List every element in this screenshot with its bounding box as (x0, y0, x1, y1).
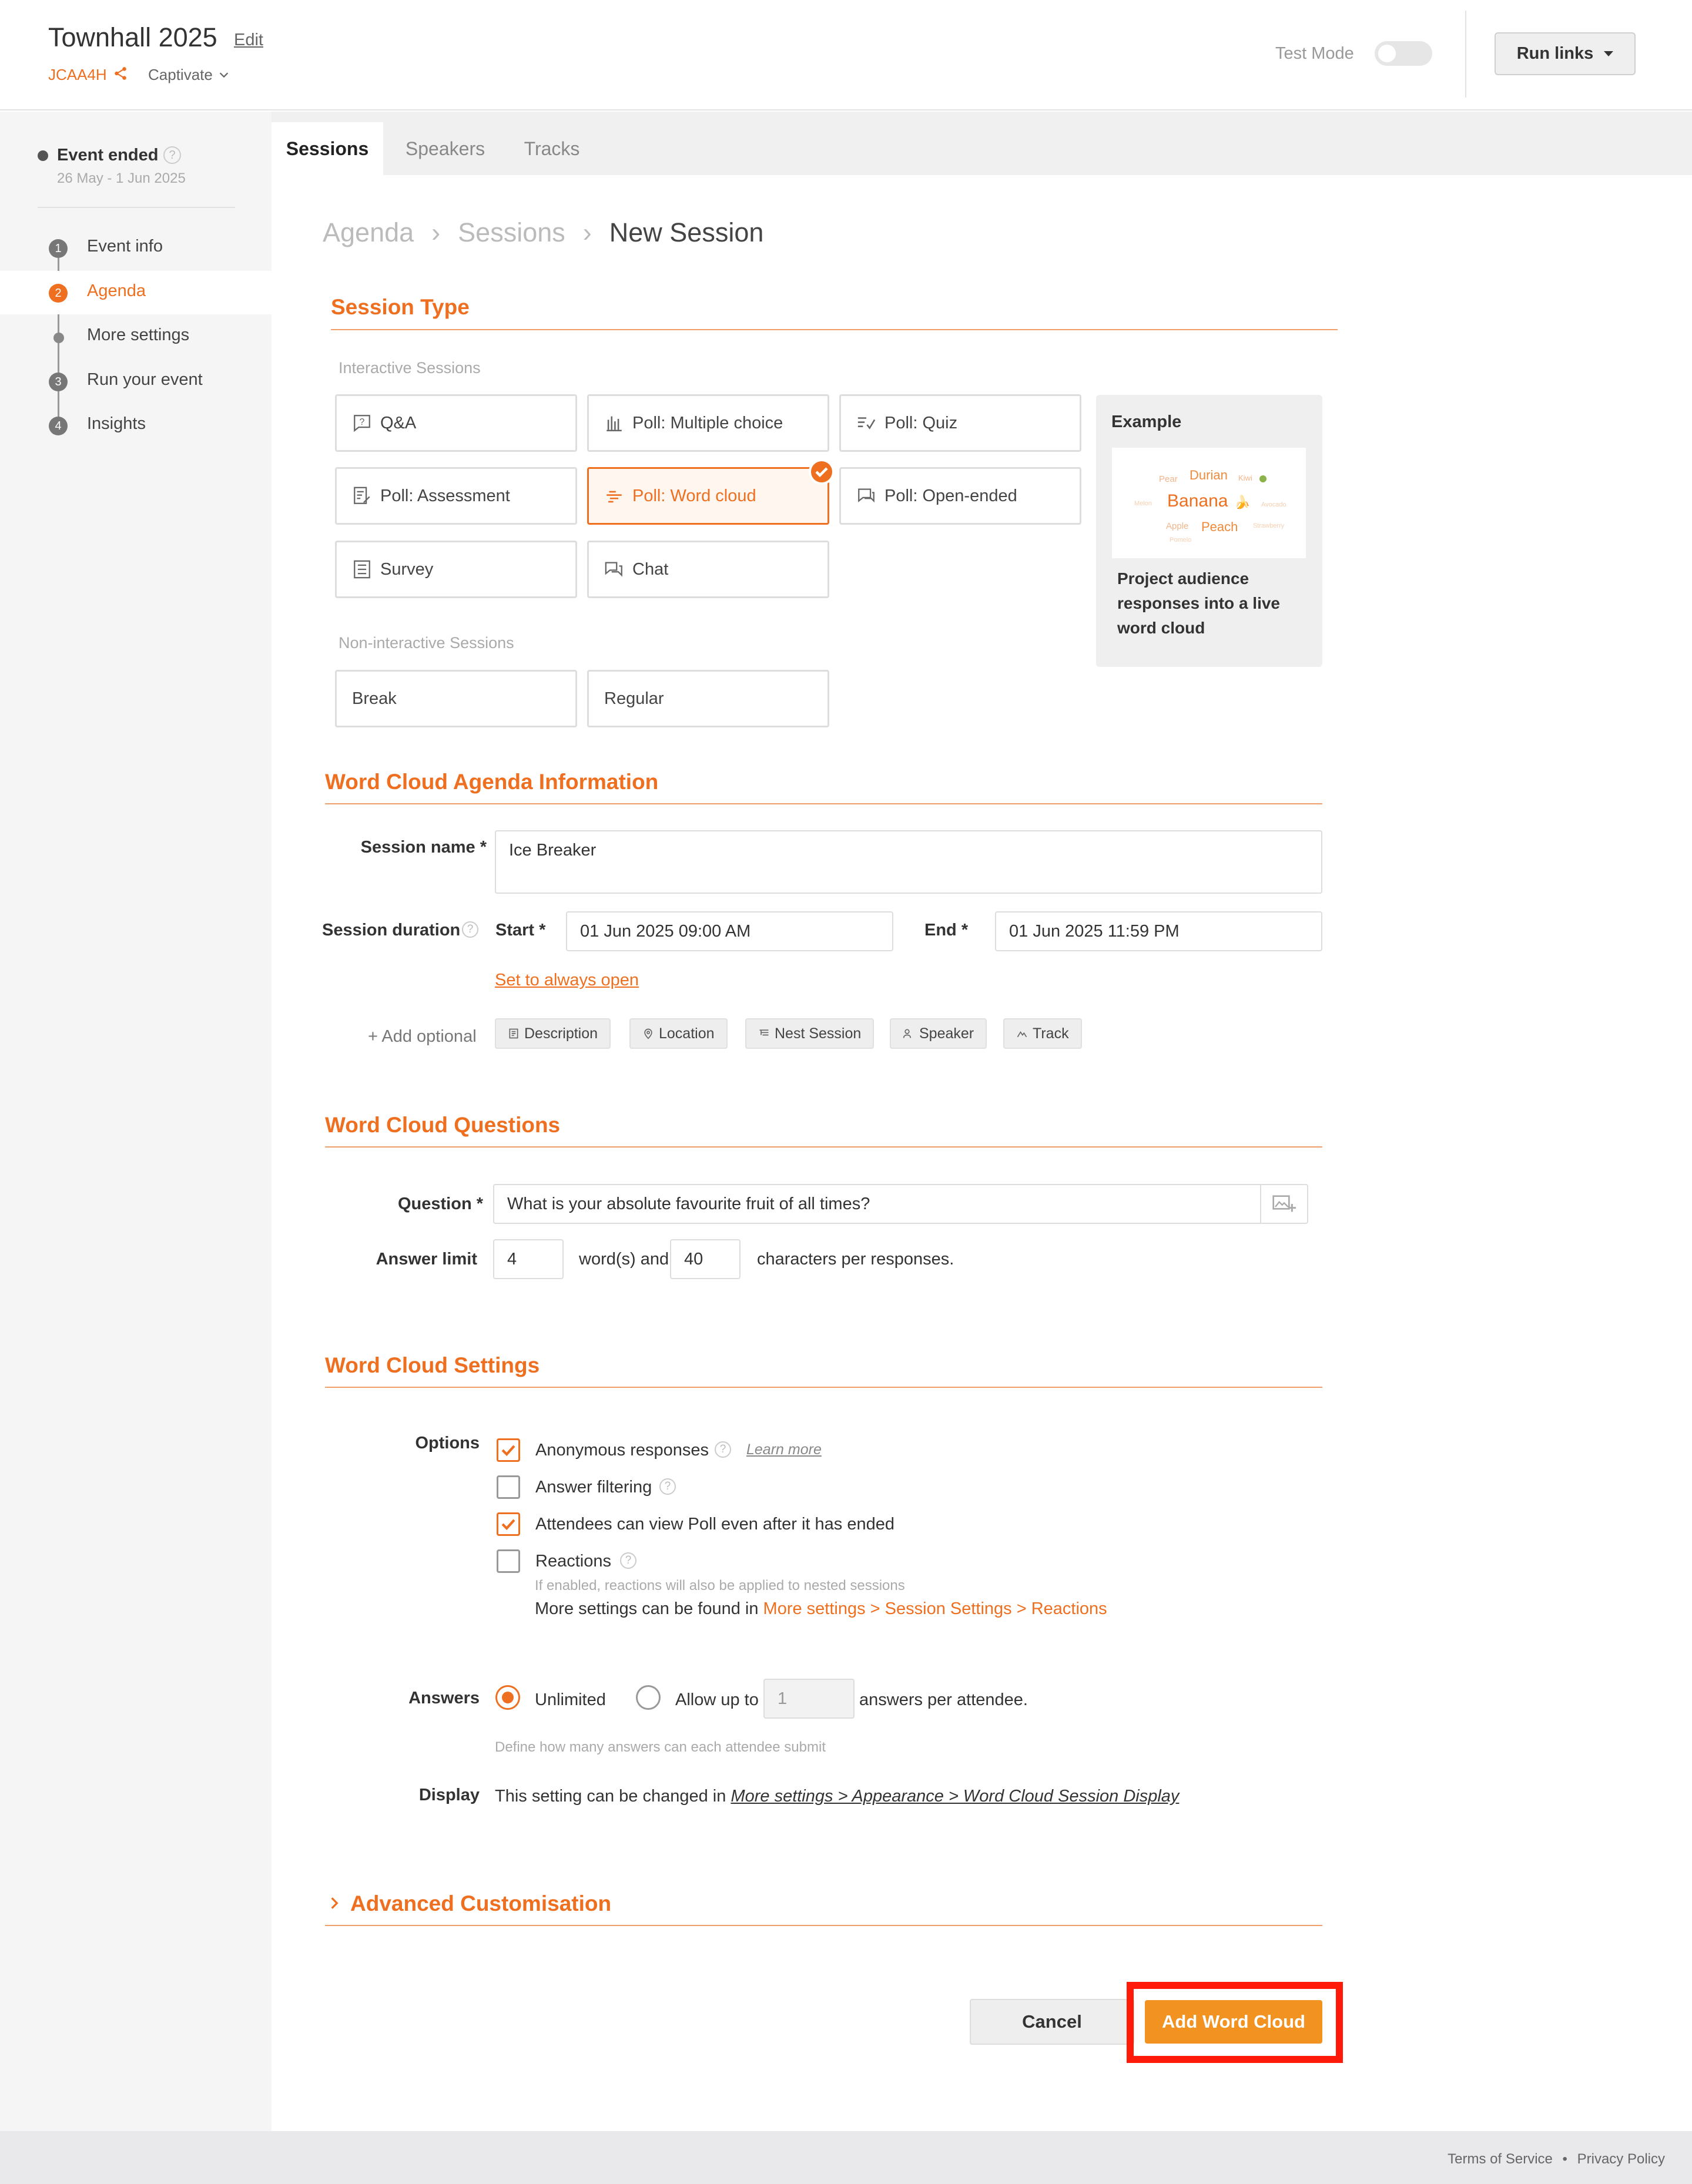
session-type-label: Poll: Quiz (884, 413, 958, 432)
reactions-checkbox[interactable] (497, 1549, 520, 1573)
example-word: Durian (1190, 468, 1228, 482)
privacy-link[interactable]: Privacy Policy (1577, 2151, 1665, 2167)
session-type-regular[interactable] (587, 670, 829, 727)
event-code[interactable]: JCAA4H (48, 66, 107, 83)
example-word: Pomelo (1170, 536, 1192, 544)
section-title-session-type: Session Type (331, 295, 470, 319)
view-poll-after-end-label: Attendees can view Poll even after it has ended (535, 1515, 894, 1534)
breadcrumb-agenda[interactable]: Agenda (323, 217, 414, 247)
chip-label: Location (659, 1025, 715, 1042)
checklist-icon (856, 413, 876, 433)
add-image-button[interactable] (1260, 1184, 1308, 1224)
chars-suffix: characters per responses. (757, 1250, 954, 1269)
anonymous-responses-checkbox[interactable] (497, 1438, 520, 1462)
sidebar-item-label: More settings (87, 326, 190, 344)
more-settings-prefix: More settings can be found in (535, 1599, 759, 1618)
session-type-survey[interactable] (335, 541, 577, 598)
answers-suffix: answers per attendee. (859, 1690, 1028, 1709)
add-word-cloud-button[interactable]: Add Word Cloud (1145, 2000, 1322, 2044)
add-location-chip[interactable] (629, 1018, 728, 1049)
footer (0, 2131, 1692, 2184)
chevron-right-icon[interactable] (327, 1893, 342, 1913)
tab-sessions[interactable]: Sessions (272, 122, 383, 175)
word-cloud-icon (604, 486, 624, 506)
example-word: Pear (1159, 474, 1178, 484)
example-word: Peach (1201, 519, 1238, 534)
assessment-icon (352, 486, 372, 506)
word-cloud-example-image (1112, 448, 1306, 558)
svg-text:🍌: 🍌 (1234, 495, 1251, 509)
run-links-label: Run links (1516, 44, 1594, 63)
question-field[interactable]: What is your absolute favourite fruit of all times? (493, 1184, 1261, 1224)
header-divider (1465, 11, 1466, 98)
options-label: Options (415, 1434, 480, 1452)
advanced-customisation-toggle[interactable]: Advanced Customisation (350, 1891, 612, 1915)
sidebar-item-label: Insights (87, 414, 146, 433)
step-number: 2 (49, 284, 68, 303)
substep-dot (53, 333, 64, 343)
more-settings-text (535, 1599, 1107, 1619)
sidebar-item-label: Event info (87, 237, 163, 256)
session-type-poll-quiz[interactable] (839, 394, 1081, 452)
answer-filtering-checkbox[interactable] (497, 1475, 520, 1499)
test-mode-toggle[interactable] (1375, 41, 1432, 66)
sidebar-item-more-settings[interactable] (0, 315, 272, 358)
set-always-open-link[interactable]: Set to always open (495, 971, 639, 989)
example-panel (1096, 395, 1322, 667)
example-word: Kiwi (1238, 474, 1252, 482)
interactive-sessions-label: Interactive Sessions (339, 359, 481, 377)
display-settings-link[interactable]: More settings > Appearance > Word Cloud Session Display (731, 1787, 1180, 1806)
anonymous-responses-label: Anonymous responses (535, 1441, 709, 1460)
answers-help-text: Define how many answers can each attendee submit (495, 1739, 826, 1755)
workspace-selector[interactable]: Captivate (148, 66, 213, 83)
reactions-note: If enabled, reactions will also be applied to nested sessions (535, 1578, 905, 1593)
session-type-label: Poll: Multiple choice (632, 413, 783, 432)
session-name-field[interactable]: Ice Breaker (495, 830, 1322, 894)
step-number: 4 (49, 417, 68, 435)
session-type-label: Q&A (380, 413, 417, 432)
sidebar-item-agenda[interactable] (0, 271, 272, 314)
breadcrumb-current: New Session (609, 217, 764, 247)
question-label: Question * (397, 1195, 483, 1213)
track-icon (1016, 1028, 1028, 1039)
event-title: Townhall 2025 (48, 22, 217, 52)
sidebar-item-label: Agenda (87, 281, 146, 300)
question-bubble-icon (352, 413, 372, 433)
example-title: Example (1111, 412, 1182, 431)
sidebar-item-label: Run your event (87, 370, 203, 389)
event-dates: 26 May - 1 Jun 2025 (57, 170, 186, 186)
session-name-label: Session name * (360, 838, 487, 857)
display-text (495, 1787, 1179, 1806)
add-speaker-chip[interactable] (890, 1018, 987, 1049)
reactions-label: Reactions (535, 1552, 611, 1571)
sidebar-item-run-your-event[interactable] (0, 360, 272, 403)
session-type-label: Regular (604, 689, 664, 708)
unlimited-radio[interactable] (495, 1685, 520, 1710)
sidebar-item-insights[interactable] (0, 404, 272, 447)
session-type-label: Poll: Assessment (380, 486, 510, 505)
add-description-chip[interactable] (495, 1018, 611, 1049)
words-suffix: word(s) and (579, 1250, 669, 1269)
section-divider (331, 329, 1338, 330)
chip-label: Nest Session (775, 1025, 862, 1042)
example-word: Avocado (1261, 501, 1286, 508)
allow-up-to-radio[interactable] (636, 1685, 661, 1710)
chevron-right-icon: › (431, 217, 441, 247)
help-icon[interactable]: ? (659, 1478, 676, 1495)
help-icon[interactable]: ? (163, 146, 181, 164)
section-divider (325, 803, 1322, 804)
status-dot (38, 150, 48, 161)
session-type-poll-multiple-choice[interactable] (587, 394, 829, 452)
end-datetime-field[interactable]: 01 Jun 2025 11:59 PM (995, 911, 1322, 951)
chevron-right-icon: › (582, 217, 592, 247)
allow-up-to-label: Allow up to (675, 1690, 759, 1709)
session-type-poll-open-ended[interactable] (839, 467, 1081, 525)
breadcrumb-sessions[interactable]: Sessions (458, 217, 565, 247)
add-nest-session-chip[interactable] (745, 1018, 874, 1049)
session-type-label: Survey (380, 559, 434, 579)
session-type-break[interactable] (335, 670, 577, 727)
chip-label: Description (524, 1025, 598, 1042)
char-limit-field[interactable]: 40 (670, 1239, 741, 1279)
answers-limit-field[interactable]: 1 (763, 1679, 855, 1719)
add-image-icon (1272, 1194, 1296, 1214)
chip-label: Speaker (919, 1025, 974, 1042)
breadcrumb (323, 217, 763, 248)
test-mode-label: Test Mode (1275, 44, 1354, 63)
checkmark-icon (498, 1440, 518, 1460)
checkmark-icon (498, 1514, 518, 1534)
help-icon[interactable]: ? (620, 1552, 636, 1569)
tab-speakers[interactable]: Speakers (405, 137, 485, 159)
example-description: Project audience responses into a live word cloud (1117, 569, 1280, 637)
event-status: Event ended (57, 146, 159, 165)
tab-tracks[interactable]: Tracks (524, 137, 580, 159)
display-label: Display (418, 1786, 480, 1804)
session-type-poll-assessment[interactable] (335, 467, 577, 525)
help-icon[interactable]: ? (462, 921, 478, 938)
survey-list-icon (352, 559, 372, 579)
chat-bubbles-icon (856, 486, 876, 506)
chip-label: Track (1033, 1025, 1069, 1042)
answer-limit-label: Answer limit (376, 1250, 477, 1269)
footer-links (1448, 2151, 1665, 2168)
session-duration-label: Session duration (322, 921, 461, 940)
sidebar-divider (38, 207, 235, 208)
section-title-settings: Word Cloud Settings (325, 1353, 540, 1377)
view-poll-after-end-checkbox[interactable] (497, 1512, 520, 1536)
display-prefix: This setting can be changed in (495, 1787, 726, 1806)
example-word: Melon (1134, 500, 1152, 507)
session-type-poll-word-cloud[interactable] (587, 467, 829, 525)
example-word: Strawberry (1253, 522, 1285, 529)
reactions-settings-link[interactable]: More settings > Session Settings > Reactions (763, 1599, 1107, 1618)
sidebar-item-event-info[interactable] (0, 226, 272, 270)
example-word: Apple (1166, 521, 1189, 531)
session-type-label: Poll: Word cloud (632, 486, 756, 505)
session-type-label: Poll: Open-ended (884, 486, 1017, 505)
document-icon (508, 1028, 520, 1039)
footer-separator: • (1562, 2151, 1567, 2167)
run-links-button[interactable] (1495, 32, 1636, 75)
session-type-chat[interactable] (587, 541, 829, 598)
session-type-label: Break (352, 689, 397, 708)
session-type-qa[interactable] (335, 394, 577, 452)
add-track-chip[interactable] (1003, 1018, 1082, 1049)
answer-filtering-label: Answer filtering (535, 1478, 652, 1497)
terms-link[interactable]: Terms of Service (1448, 2151, 1553, 2167)
bar-chart-icon (604, 413, 624, 433)
section-title-questions: Word Cloud Questions (325, 1113, 561, 1137)
cancel-button[interactable]: Cancel (970, 1999, 1134, 2045)
edit-event-link[interactable]: Edit (234, 31, 263, 49)
top-header (0, 0, 1692, 110)
learn-more-link[interactable]: Learn more (746, 1441, 822, 1458)
example-word: Banana (1167, 491, 1228, 511)
word-limit-field[interactable]: 4 (493, 1239, 564, 1279)
section-title-agenda-info: Word Cloud Agenda Information (325, 770, 659, 794)
unlimited-label: Unlimited (535, 1690, 606, 1709)
caret-down-icon (1604, 51, 1613, 56)
chat-icon (604, 559, 624, 579)
share-icon[interactable] (113, 66, 128, 81)
chevron-down-icon[interactable] (217, 68, 230, 81)
nest-icon (758, 1028, 770, 1039)
non-interactive-sessions-label: Non-interactive Sessions (339, 634, 514, 652)
section-divider (325, 1146, 1322, 1148)
step-number: 1 (49, 239, 68, 258)
location-pin-icon (642, 1028, 654, 1039)
check-icon (809, 459, 835, 485)
help-icon[interactable]: ? (715, 1441, 731, 1458)
section-divider (325, 1925, 1322, 1926)
step-number: 3 (49, 373, 68, 391)
add-optional-label: + Add optional (368, 1027, 477, 1046)
start-datetime-field[interactable]: 01 Jun 2025 09:00 AM (566, 911, 893, 951)
people-icon (903, 1028, 914, 1039)
end-label: End * (924, 921, 969, 940)
start-label: Start * (495, 921, 546, 940)
session-type-label: Chat (632, 559, 669, 579)
section-divider (325, 1387, 1322, 1388)
svg-text:?: ? (359, 417, 365, 427)
answers-label: Answers (408, 1689, 480, 1707)
